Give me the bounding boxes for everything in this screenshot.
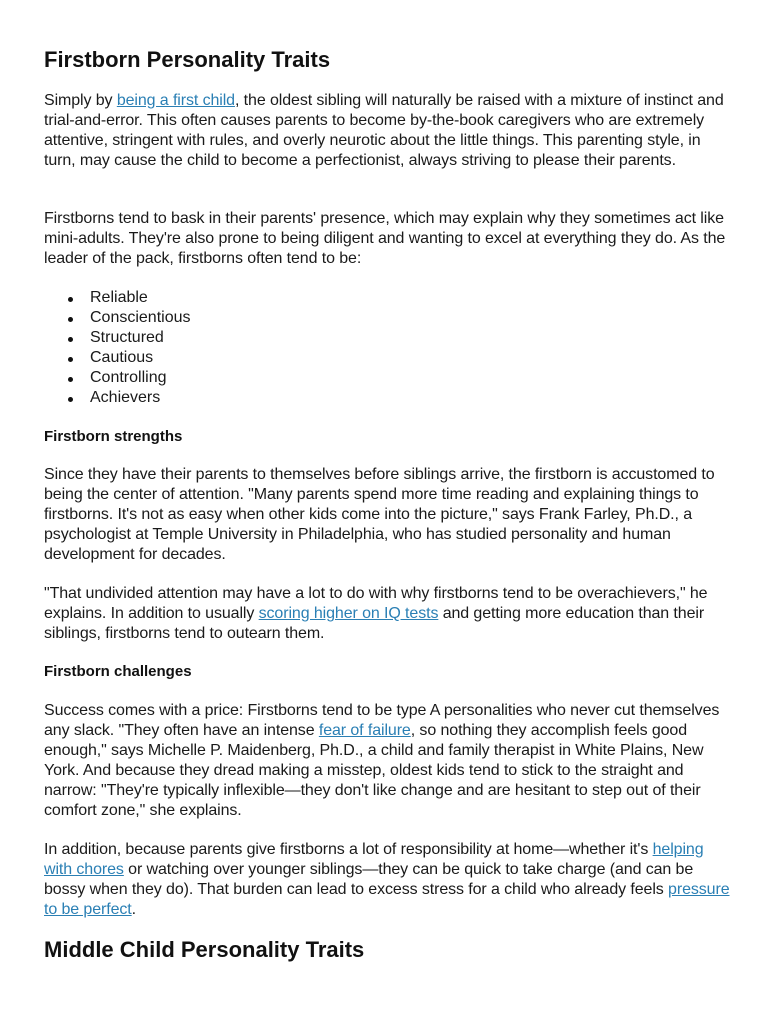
responsibility-text-after: .: [131, 901, 137, 918]
list-item: Conscientious: [90, 309, 191, 326]
challenges-text-after: , so nothing they accomplish feels good enough," says Michelle P. Maidenberg, Ph.D., a child and family therapist in White Plains, New York. And because they dread making a misstep, oldest kids tend to stick to the straight and narrow: "They're typically inflexible—they don't like change and are hesitant to step out of their comfort zone," she explains.: [44, 722, 704, 819]
pressure-to-be-perfect-link[interactable]: pressure to be perfect: [44, 881, 730, 918]
intro-paragraph: [44, 91, 734, 171]
responsibility-paragraph: [44, 840, 734, 920]
challenges-text-before: Success comes with a price: Firstborns tend to be type A personalities who never cut themselves any slack. "They often have an intense: [44, 702, 720, 739]
strengths-heading: Firstborn strengths: [44, 428, 183, 445]
overachievers-text-after: and getting more education than their siblings, firstborns tend to outearn them.: [44, 605, 705, 642]
list-item: Cautious: [90, 348, 191, 368]
overachievers-text-before: "That undivided attention may have a lot to do with why firstborns tend to be overachievers," he explains. In addition to usually: [44, 585, 708, 622]
responsibility-text-middle: or watching over younger siblings—they can be quick to take charge (and can be bossy when they do). That burden can lead to excess stress for a child who already feels: [44, 861, 694, 898]
strengths-paragraph: Since they have their parents to themselves before siblings arrive, the firstborn is accustomed to being the center of attention. "Many parents spend more time reading and explaining things to firstborns. It's not as easy when other kids come into the picture," says Frank Farley, Ph.D., a psychologist at Temple University in Philadelphia, who has studied personality and human development for decades.: [44, 466, 715, 563]
list-item: Structured: [90, 328, 191, 348]
responsibility-text-before: In addition, because parents give firstborns a lot of responsibility at home—whether it's: [44, 841, 653, 858]
middle-child-heading: Middle Child Personality Traits: [44, 937, 365, 962]
overachievers-paragraph: [44, 584, 734, 644]
list-item: Achievers: [90, 388, 191, 408]
list-item: Reliable: [90, 288, 191, 308]
intro-text-after: , the oldest sibling will naturally be raised with a mixture of instinct and trial-and-error. This often causes parents to become by-the-book caregivers who are extremely attentive, stringent with rules, and overly neurotic about the little things. This parenting style, in turn, may cause the child to become a perfectionist, always striving to please their parents.: [44, 92, 724, 169]
page-title: Firstborn Personality Traits: [44, 47, 331, 72]
helping-with-chores-link[interactable]: helping with chores: [44, 841, 704, 878]
challenges-heading: Firstborn challenges: [44, 663, 192, 680]
being-first-child-link[interactable]: being a first child: [116, 92, 235, 109]
bask-paragraph: Firstborns tend to bask in their parents' presence, which may explain why they sometimes act like mini-adults. They're also prone to being diligent and wanting to excel at everything they do. As the leader of the pack, firstborns often tend to be:: [44, 210, 726, 267]
intro-text-before: Simply by: [44, 92, 117, 109]
iq-tests-link[interactable]: scoring higher on IQ tests: [258, 605, 439, 622]
fear-of-failure-link[interactable]: fear of failure: [318, 722, 411, 739]
list-item: Controlling: [90, 368, 191, 388]
challenges-paragraph: [44, 701, 734, 821]
traits-list: [44, 288, 191, 408]
